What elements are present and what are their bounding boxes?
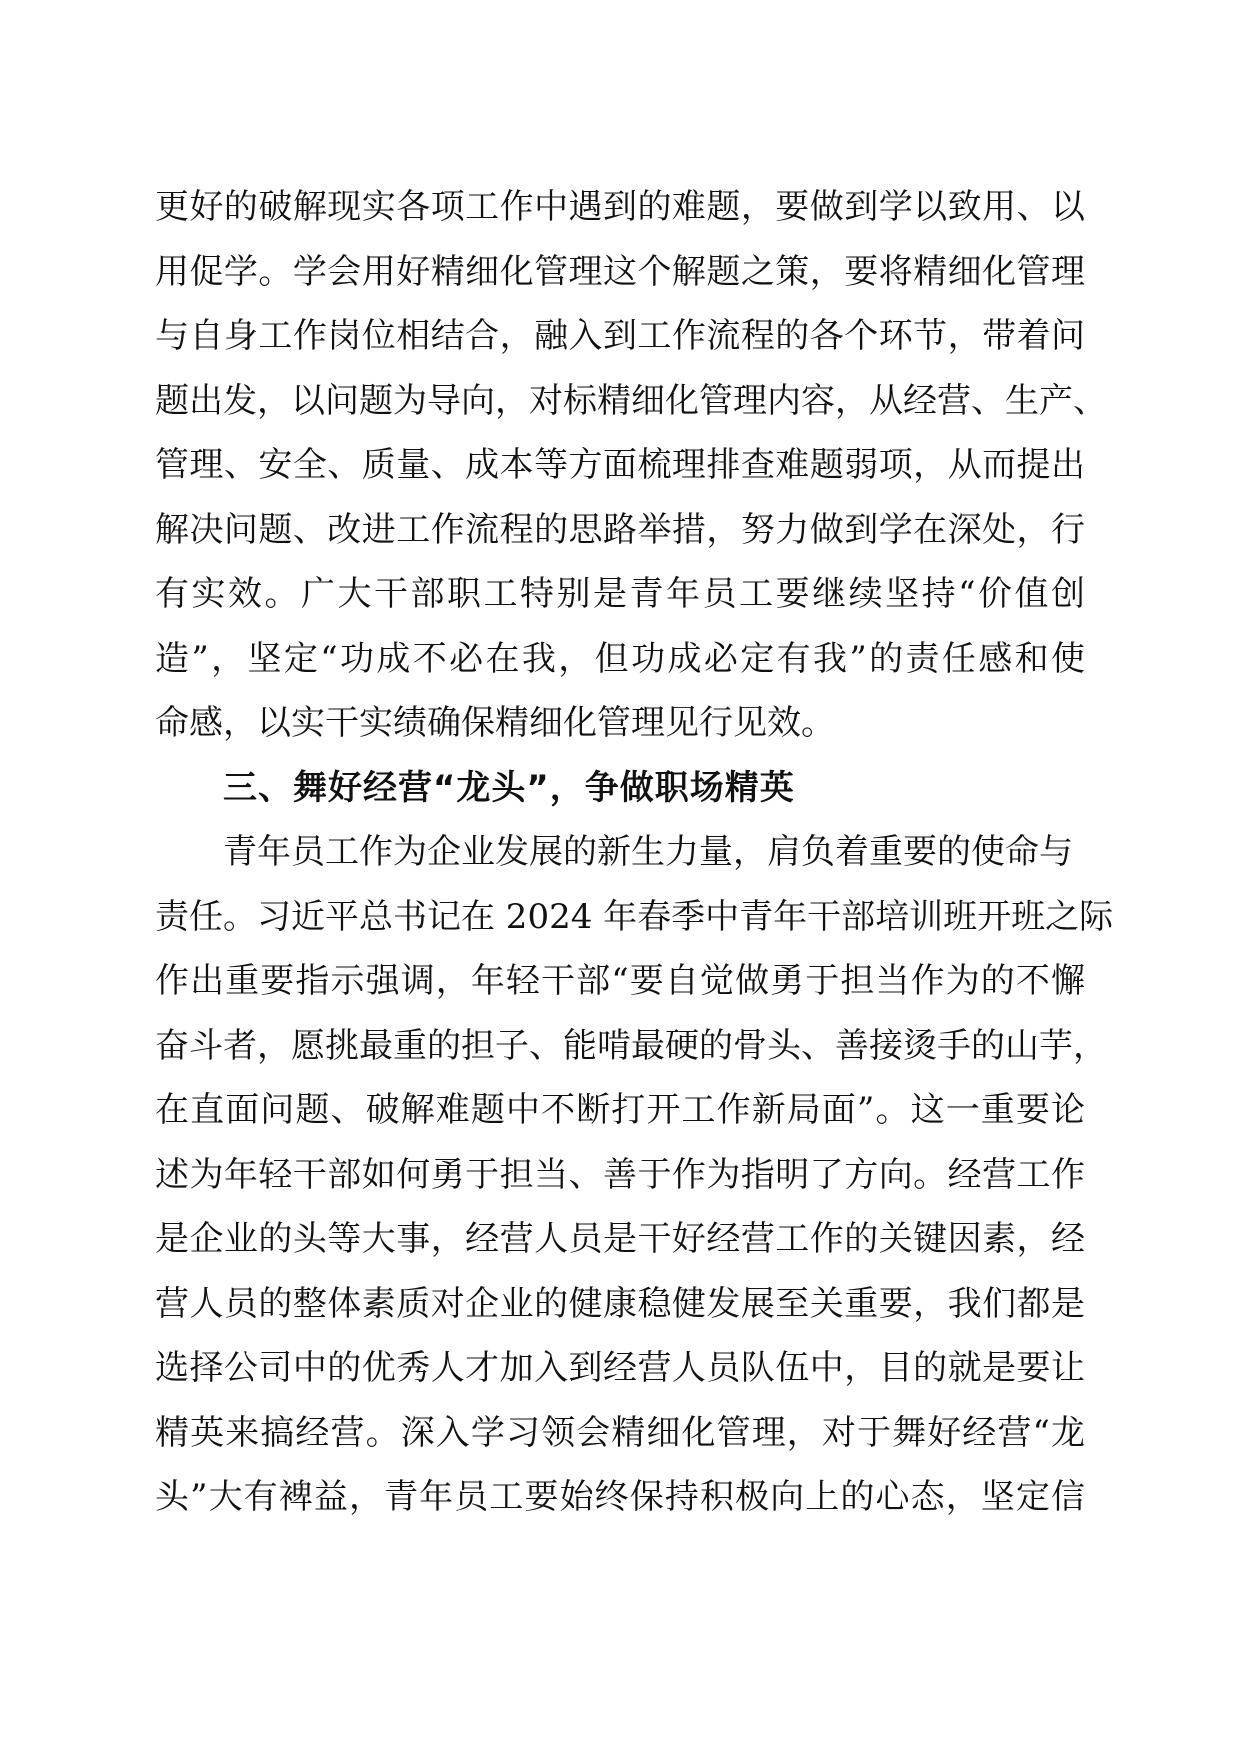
paragraph-1-line: 题出发，以问题为导向，对标精细化管理内容，从经营、生产、	[155, 380, 1107, 421]
paragraph-1-line: 管理、安全、质量、成本等方面梳理排查难题弱项，从而提出	[155, 445, 1085, 485]
section-heading: 三、舞好经营“龙头”，争做职场精英	[223, 767, 795, 808]
paragraph-1-line: 造”，坚定“功成不必在我，但功成必定有我”的责任感和使	[155, 638, 1085, 679]
paragraph-2-line: 作出重要指示强调，年轻干部“要自觉做勇于担当作为的不懈	[155, 961, 1085, 1001]
document-body	[155, 175, 1114, 1530]
paragraph-2-line: 责任。习近平总书记在 2024 年春季中青年干部培训班开班之际	[155, 896, 1114, 937]
paragraph-2-first-line: 青年员工作为企业发展的新生力量，肩负着重要的使命与	[223, 832, 1073, 872]
paragraph-2-line: 在直面问题、破解难题中不断打开工作新局面”。这一重要论	[155, 1090, 1085, 1130]
paragraph-2-line: 头”大有裨益，青年员工要始终保持积极向上的心态，坚定信	[155, 1477, 1085, 1517]
paragraph-2-line: 选择公司中的优秀人才加入到经营人员队伍中，目的就是要让	[155, 1348, 1085, 1388]
paragraph-2-line: 奋斗者，愿挑最重的担子、能啃最硬的骨头、善接烫手的山芋，	[155, 1025, 1107, 1066]
paragraph-2-line: 述为年轻干部如何勇于担当、善于作为指明了方向。经营工作	[155, 1154, 1085, 1195]
paragraph-1-line: 用促学。学会用好精细化管理这个解题之策，要将精细化管理	[155, 251, 1085, 292]
paragraph-1-line: 与自身工作岗位相结合，融入到工作流程的各个环节，带着问	[155, 316, 1085, 356]
paragraph-1-line: 更好的破解现实各项工作中遇到的难题，要做到学以致用、以	[155, 187, 1085, 227]
paragraph-2-line: 是企业的头等大事，经营人员是干好经营工作的关键因素，经	[155, 1219, 1085, 1259]
paragraph-2-line: 营人员的整体素质对企业的健康稳健发展至关重要，我们都是	[155, 1283, 1085, 1324]
paragraph-1-last-line: 命感，以实干实绩确保精细化管理见行见效。	[155, 703, 835, 743]
paragraph-2-line: 精英来搞经营。深入学习领会精细化管理，对于舞好经营“龙	[155, 1412, 1085, 1453]
paragraph-1-line: 有实效。广大干部职工特别是青年员工要继续坚持“价值创	[155, 574, 1085, 614]
paragraph-1-line: 解决问题、改进工作流程的思路举措，努力做到学在深处，行	[155, 509, 1085, 550]
